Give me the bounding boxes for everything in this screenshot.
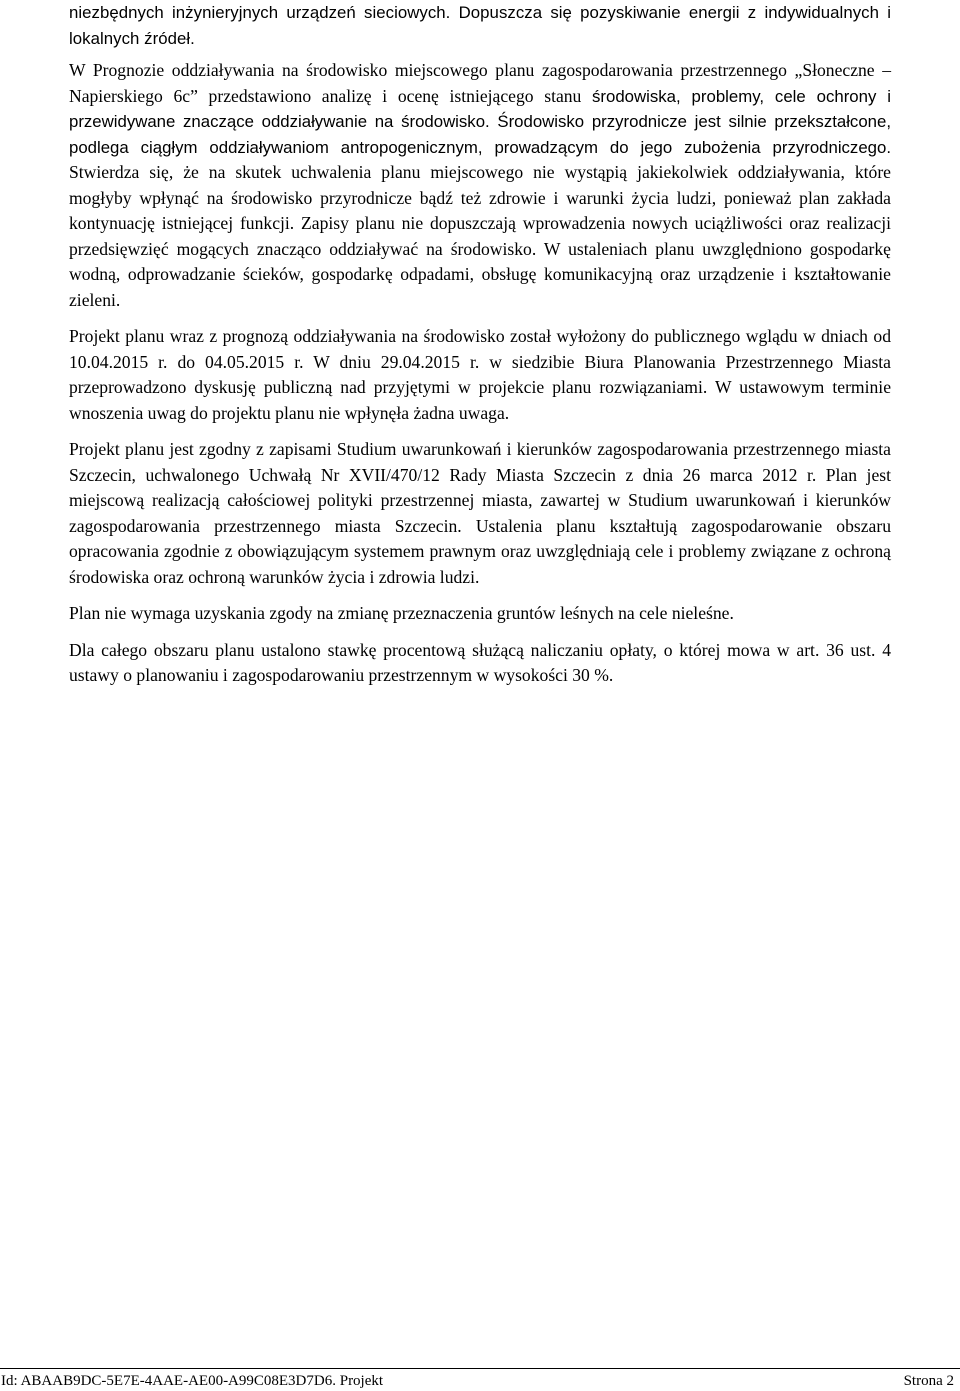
footer-page-number: Strona 2	[903, 1373, 954, 1389]
footer-document-id: Id: ABAAB9DC-5E7E-4AAE-AE00-A99C08E3D7D6. Projekt	[1, 1373, 384, 1389]
paragraph-forest-land: Plan nie wymaga uzyskania zgody na zmianę przeznaczenia gruntów leśnych na cele nieleśne.	[69, 603, 734, 623]
forecast-text-environment: środowiska, problemy, cele ochrony i przewidywane znaczące oddziaływanie na środowisko. Środowisko przyrodnicze jest silnie przekształcone, podlega ciągłym oddziaływaniom antropogenicznym, prowadzącym do jego zubożenia przyrodniczego.	[69, 86, 891, 157]
paragraph-public-consultation: Projekt planu wraz z prognozą oddziaływania na środowisko został wyłożony do publicznego wglądu w dniach od 10.04.2015 r. do 04.05.2015 r. W dniu 29.04.2015 r. w siedzibie Biura Planowania Przestrzennego Miasta przeprowadzono dyskusję publiczną nad przyjętymi w projekcie planu rozwiązaniami. W ustawowym terminie wnoszenia uwag do projektu planu nie wpłynęła żadna uwaga.	[69, 326, 891, 423]
paragraph-study-compliance: Projekt planu jest zgodny z zapisami Studium uwarunkowań i kierunków zagospodarowania przestrzennego miasta Szczecin, uchwalonego Uchwałą Nr XVII/470/12 Rady Miasta Szczecin z dnia 26 marca 2012 r. Plan jest miejscową realizacją całościowej polityki przestrzennej miasta, zawartej w Studium uwarunkowań i kierunków zagospodarowania przestrzennego miasta Szczecin. Ustalenia planu kształtują zagospodarowanie obszaru opracowania zgodnie z obowiązującym systemem prawnym oraz uwzględniają cele i problemy związane z ochroną środowiska oraz ochroną warunków życia i zdrowia ludzi.	[69, 439, 891, 587]
footer-divider	[0, 1368, 960, 1369]
forecast-text-conclusion: Stwierdza się, że na skutek uchwalenia planu miejscowego nie wystąpią jakiekolwiek oddziaływania, które mogłyby wpłynąć na środowisko przyrodnicze bądź też zdrowie i warunki życia ludzi, ponieważ plan zakłada kontynuację istniejącej funkcji. Zapisy planu nie dopuszczają wprowadzenia nowych uciążliwości oraz realizacji przedsięwzięć mogących znacząco oddziaływać na środowisko. W ustaleniach planu uwzględniono gospodarkę wodną, odprowadzanie ścieków, gospodarkę odpadami, obsługę komunikacyjną oraz urządzenie i kształtowanie zieleni.	[69, 162, 891, 310]
forecast-text-intro: W Prognozie oddziaływania na środowisko miejscowego planu zagospodarowania przestrzennego „Słoneczne – Napierskiego 6c” przedstawiono analizę i ocenę istniejącego stanu	[69, 60, 891, 106]
document-body	[69, 0, 891, 700]
paragraph-environmental-forecast	[69, 58, 891, 313]
paragraph-utilities-energy: niezbędnych inżynieryjnych urządzeń sieciowych. Dopuszcza się pozyskiwanie energii z indywidualnych i lokalnych źródeł.	[69, 3, 891, 48]
paragraph-percentage-rate: Dla całego obszaru planu ustalono stawkę procentową służącą naliczaniu opłaty, o której mowa w art. 36 ust. 4 ustawy o planowaniu i zagospodarowaniu przestrzennym w wysokości 30 %.	[69, 639, 891, 685]
